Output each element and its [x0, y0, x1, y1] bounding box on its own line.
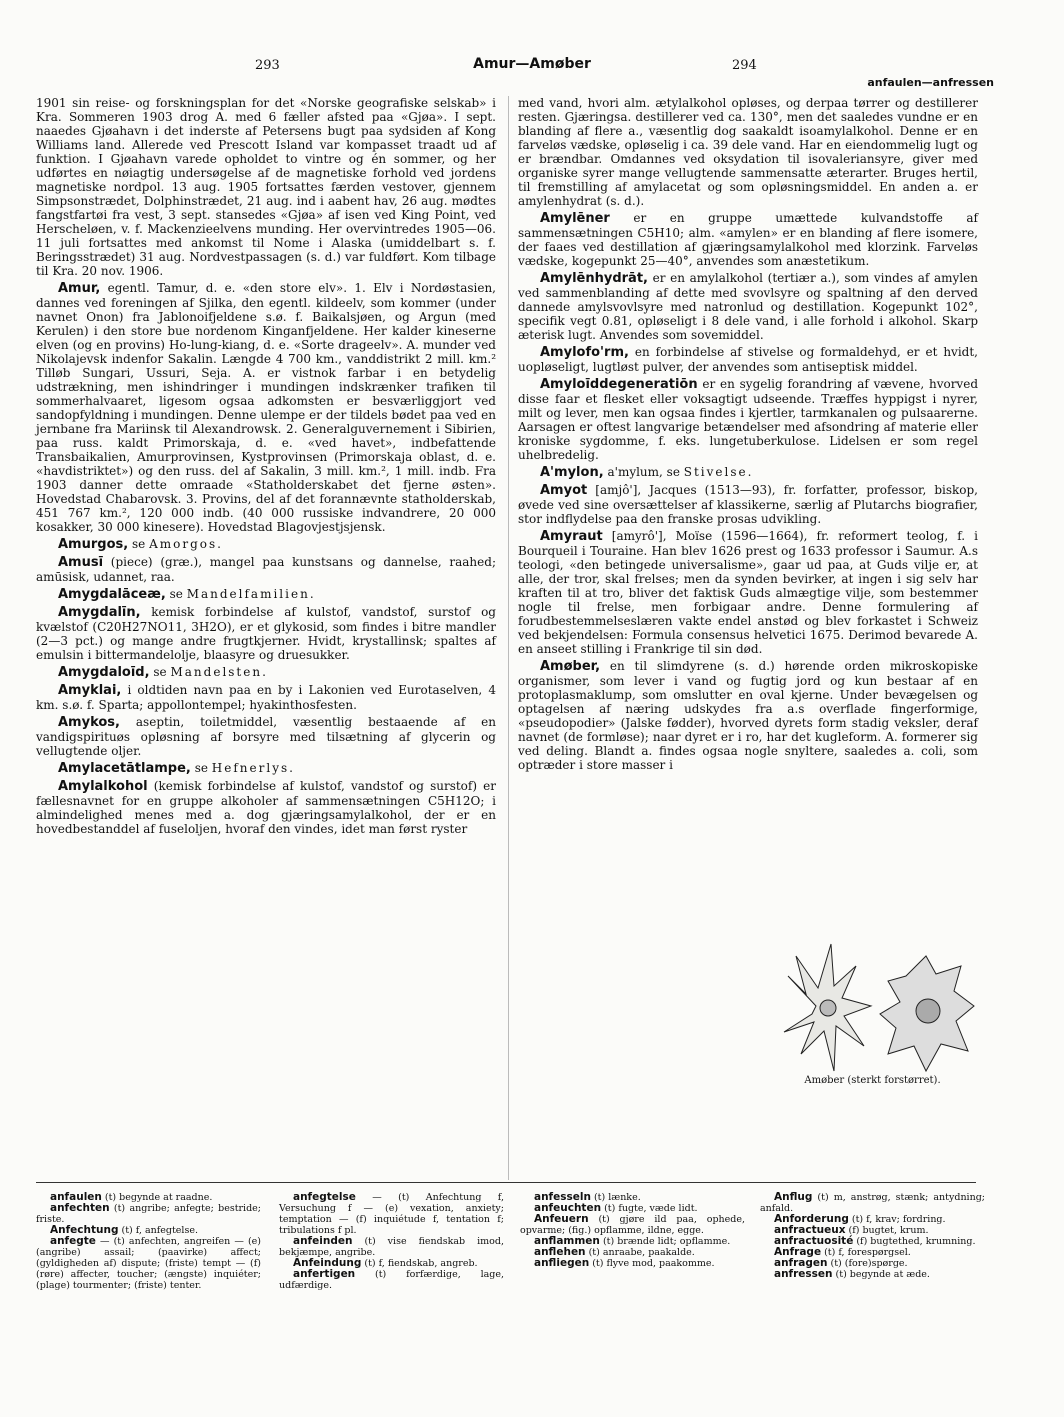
entry: [36, 555, 496, 584]
glossary-headword: anfertigen: [293, 1268, 356, 1280]
glossary-definition: (t) f, anfegtelse.: [118, 1225, 198, 1236]
entry-headword: Amygdaloīd,: [58, 665, 150, 680]
glossary-definition: (t) forfærdige, lage, udfærdige.: [279, 1269, 504, 1291]
glossary-headword: anfechten: [50, 1202, 110, 1214]
entry: [36, 605, 496, 662]
glossary-entry: [36, 1236, 261, 1291]
glossary-definition: (t) m, anstrøg, stænk; antydning; anfald.: [760, 1192, 985, 1214]
entry-headword: A'mylon,: [540, 465, 604, 480]
entry-text: (piece) (græ.), mangel paa kunstsans og dannelse, raahed; amūsisk, udannet, raa.: [36, 555, 496, 584]
entry-text: er en sygelig forandring af vævene, hvorved disse faar et flesket eller voksagtigt udseende. Træffes hyppigst i nyrer, milt og lever, men kan ogsaa findes i kjertler, tarmkanalen og pulsaarerne. Aarsagen er oftest langvarige betændelser med afsondring af materie eller kroniske sygdomme, f. eks. lungetuberkulose. Lidelsen er som regel uhelbredelig.: [518, 377, 978, 462]
entry: [36, 281, 496, 534]
glossary-headword: anfractuosité: [774, 1235, 854, 1247]
entry-headword: Amylēnhydrāt,: [540, 271, 648, 286]
right-column: [518, 96, 978, 775]
entry-text: egentl. Tamur, d. e. «den store elv». 1. Elv i Nordøstasien, dannes ved foreningen af Sjilka, den egentl. kildeelv, som kommer (under navnet Onon) fra Jablonoifjeldene s.ø. f. Baikalsjøen, og Argun (med Kerulen) i den store bue nordenom Kinganfjeldene. Her kalder kineserne elven (og en provins) Ho-lung-kiang, d. e. «Sorte drageelv». A. munder ved Nikolajevsk indenfor Sakalin. Længde 4 700 km., vanddistrikt 2 mill. km.² Tilløb Sungari, Ussuri, Seja. A. er vistnok farbar i en betydelig udstrækning, men ishindringer i mundingen indskrænker trafiken til sommerhalvaaret, ligesom ogsaa adkomsten er besværliggjort ved sandopfyldning i mundingen. Denne ulempe er der tildels bødet paa ved en jernbane fra Mariinsk til Alexandrowsk. 2. Generalguvernement i Sibirien, paa russ. kaldt Primorskaja, d. e. «ved havet», indbefattende Transbaikalien, Amurprovinsen, Kystprovinsen (Primorskaja oblast, d. e. «havdistriktet») og den russ. del af Sakalin, 3 mill. km.², 1 mill. indb. Fra 1903 danner dette omraade «Statholderskabet det fjerne østen». Hovedstad Chabarovsk. 3. Provins, del af det forannævnte statholderskab, 451 767 km.², 120 000 indb. (40 000 russiske indvandrere, 20 000 kosakker, 30 000 kinesere). Hovedstad Blagovjestjsjensk.: [36, 281, 496, 534]
entry-headword: Amykos,: [58, 715, 120, 730]
entry-headword: Amygdalīn,: [58, 605, 141, 620]
amoeba-right: [880, 956, 974, 1071]
entry-headword: Amur,: [58, 281, 101, 296]
figure-caption: Amøber (sterkt forstørret).: [804, 1075, 941, 1086]
entry-text: 1901 sin reise- og forskningsplan for det «Norske geografiske selskab» i Kra. Sommeren 1903 drog A. med 6 fæller afsted paa «Gjøa». I sept. naaedes Gjøahavn i det inderste af Petersens bugt paa sydsiden af Kong Williams land. Allerede ved Prescott Island var kompasset traadt ud af funktion. I Gjøahavn varede opholdet to vintre og én sommer, og her udførtes en nøiagtig undersøgelse af de magnetiske forhold ved jordens magnetiske nordpol. 13 aug. 1905 fortsattes færden vestover, gjennem Simpsonstrædet, Dolphinstrædet, 21 aug. ind i aabent hav, 26 aug. mødtes fangstfartøi fra vest, 3 sept. stansedes «Gjøa» af isen ved King Point, ved Herscheløen, v. f. Mackenzieelvens munding. Her overvintredes 1905—06. 11 juli fortsattes med ankomst til Nome i Alaska (umiddelbart s. f. Beringsstrædet) 31 aug. Nordvestpassagen (s. d.) var fuldført. Kom tilbage til Kra. 20 nov. 1906.: [36, 96, 496, 278]
glossary-definition: (t) flyve mod, paakomme.: [589, 1258, 715, 1269]
glossary-column-4: [760, 1192, 985, 1280]
entry-text: er en amylalkohol (tertiær a.), som vindes af amylen ved sammenblanding af dette med svovlsyre og spaltning af den derved dannede amylsvovlsyre med natronlud og destillation. Kogepunkt 102°, specifik vegt 0.81, opløseligt i 8 dele vand, i alle forhold i alkohol. Skarp æterisk lugt. Anvendes som sovemiddel.: [518, 271, 978, 342]
glossary-headword: Anfeuern: [534, 1213, 589, 1225]
entry: [518, 271, 978, 342]
glossary-headword: Anflug: [774, 1191, 813, 1203]
glossary-definition: (t) begynde at raadne.: [101, 1192, 213, 1203]
entry-headword: Amylalkohol: [58, 779, 148, 794]
glossary-headword: anfegte: [50, 1235, 96, 1247]
entry-text: en til slimdyrene (s. d.) hørende orden mikroskopiske organismer, som lever i vand og fugtig jord og kun bestaar af en protoplasmaklump, som omslutter en oval kjerne. Under bevægelsen og optagelsen af næring udskydes fra a.s overflade fingerformige, «pseudopodier» (Jalske fødder), hvorved dyrets form stadig veksler, deraf navnet (de formløse); naar dyret er i ro, har det kugleform. A. formerer sig ved deling. Blandt a. findes ogsaa nogle snyltere, saaledes a. coli, som optræder i store masser i: [518, 659, 978, 772]
entry: [518, 465, 978, 480]
glossary-definition: (t) fugte, væde lidt.: [601, 1203, 698, 1214]
entry: [36, 715, 496, 758]
glossary-headword: anfeuchten: [534, 1202, 602, 1214]
glossary-definition: — (t) Anfechtung f, Versuchung f — (e) vexation, anxiety; temptation — (f) inquiétude f, tentation f; tribulations f pl.: [279, 1192, 504, 1236]
glossary-definition: (t) vise fiendskab imod, bekjæmpe, angribe.: [279, 1236, 504, 1258]
glossary-headword: anfesseln: [534, 1191, 591, 1203]
glossary-definition: (t) brænde lidt; opflamme.: [599, 1236, 731, 1247]
amoeba-left: [784, 944, 871, 1071]
glossary-headword: anfaulen: [50, 1191, 102, 1203]
entry-text: [amyrô'], Moïse (1596—1664), fr. reformert teolog, f. i Bourqueil i Touraine. Han blev 1626 prest og 1633 professor i Saumur. A.s teologi, «den betingede universalisme», gaar ud paa, at Guds vilje er, at alle, der tror, skal frelses; men da synden bevirker, at ingen i sig selv har kraften til at tro, bliver det faktisk Guds almægtige vilje, som bestemmer nogle til frelse, men forbigaar andre. Denne formulering af forudbestemmelseslæren vakte endel anstød og blev forkastet i Schweiz ved bekjendelsen: Formula consensus helvetici 1675. Derimod bevarede A. en anseet stilling i Frankrige til sin død.: [518, 529, 978, 656]
glossary-definition: (t) f, krav; fordring.: [848, 1214, 946, 1225]
glossary-headword: Anforderung: [774, 1213, 849, 1225]
entry-headword: Amyklai,: [58, 683, 122, 698]
glossary-headword: anfressen: [774, 1268, 833, 1280]
entry-text: kemisk forbindelse af kulstof, vandstof, surstof og kvælstof (C20H27NO11, 3H2O), er et glykosid, som findes i bitre mandler (2—3 pct.) og mange andre frugtkjerner. Hvidt, krystallinsk; spaltes af emulsin i bittermandelolje, blaasyre og druesukker.: [36, 605, 496, 662]
entry: [36, 665, 496, 680]
entry-text: (kemisk forbindelse af kulstof, vandstof og surstof) er fællesnavnet for en gruppe alkoholer af sammensætningen C5H12O; i almindelighed menes med a. dog gjæringsamylalkohol, der er en hovedbestanddel af fuseloljen, hvoraf den vindes, idet man først ryster: [36, 779, 496, 836]
left-column: [36, 96, 496, 839]
entry-text: se: [169, 587, 183, 601]
glossary-entry: [36, 1203, 261, 1225]
page-number-left: 293: [255, 58, 280, 73]
entry: [518, 529, 978, 656]
entry-headword: Amyraut: [540, 529, 603, 544]
glossary-definition: (t) anraabe, paakalde.: [585, 1247, 695, 1258]
entry-text: se: [132, 537, 146, 551]
glossary-entry: [279, 1192, 504, 1236]
glossary-definition: (t) f, forespørgsel.: [821, 1247, 911, 1258]
entry-text: se: [153, 665, 167, 679]
entry-crossref: Stivelse.: [683, 465, 754, 479]
glossary-entry: [520, 1214, 745, 1236]
entry: [36, 683, 496, 712]
glossary-entry: [760, 1269, 985, 1280]
glossary-definition: (f) bugtethed, krumning.: [853, 1236, 976, 1247]
entry-crossref: Hefnerlys.: [211, 761, 295, 775]
amoeba-illustration: [776, 936, 976, 1086]
entry: [518, 377, 978, 462]
entry: [36, 761, 496, 776]
page-number-right: 294: [732, 58, 757, 73]
glossary-definition: (f) bugtet, krum.: [845, 1225, 929, 1236]
entry-headword: Amusī: [58, 555, 104, 570]
glossary-headword: Anfechtung: [50, 1224, 119, 1236]
entry-text: i oldtiden navn paa en by i Lakonien ved Eurotaselven, 4 km. s.ø. f. Sparta; appollontempel; hyakinthosfesten.: [36, 683, 496, 712]
running-head-glossary: anfaulen—anfressen: [867, 76, 994, 89]
page-title: Amur—Amøber: [473, 56, 591, 72]
glossary-column-3: [520, 1192, 745, 1269]
entry: [518, 96, 978, 208]
glossary-headword: anflammen: [534, 1235, 600, 1247]
entry: [518, 345, 978, 374]
glossary-headword: anfliegen: [534, 1257, 590, 1269]
entry: [518, 211, 978, 268]
glossary-definition: (t) f, fiendskab, angreb.: [361, 1258, 478, 1269]
glossary-headword: Anfrage: [774, 1246, 822, 1258]
entry-text: med vand, hvori alm. ætylalkohol opløses, og derpaa tørrer og destillerer resten. Gjæringsa. destillerer ved ca. 130°, men det saaledes vundne er en blanding af flere a., væsentlig dog saakaldt isoamylalkohol. Denne er en farveløs vædske, opløselig i ca. 39 dele vand. Har en eiendommelig lugt og er brændbar. Omdannes ved oksydation til isovaleriansyre, giver med organiske syrer mange vellugtende sammensatte æterarter. Bruges hertil, til fremstilling af amylacetat og som opløsningsmiddel. En anden a. er amylenhydrat (s. d.).: [518, 96, 978, 208]
glossary-definition: (t) lænke.: [590, 1192, 641, 1203]
glossary-headword: anfractueux: [774, 1224, 846, 1236]
glossary-definition: (t) (fore)spørge.: [827, 1258, 908, 1269]
glossary-entry: [279, 1269, 504, 1291]
entry: [518, 659, 978, 772]
glossary-column-1: [36, 1192, 261, 1291]
glossary-entry: [279, 1236, 504, 1258]
column-divider: [508, 96, 509, 1180]
entry-crossref: Amorgos.: [149, 537, 223, 551]
entry: [36, 779, 496, 836]
entry: [36, 96, 496, 278]
entry-headword: Amylēner: [540, 211, 610, 226]
entry-crossref: Mandelfamilien.: [186, 587, 316, 601]
glossary-headword: anflehen: [534, 1246, 586, 1258]
entry-crossref: Mandelsten.: [170, 665, 268, 679]
glossary-definition: (t) gjøre ild paa, ophede, opvarme; (fig.) opflamme, ildne, egge.: [520, 1214, 745, 1236]
glossary-definition: — (t) anfechten, angreifen — (e) (angribe) assail; (paavirke) affect; (gyldigheden af) dispute; (friste) tempt — (f) (rørе) affecter, toucher; (ængste) inquiéter; (plage) tourmenter; (friste) tenter.: [36, 1236, 261, 1291]
glossary-headword: anfeinden: [293, 1235, 353, 1247]
glossary-headword: anfragen: [774, 1257, 828, 1269]
glossary-definition: (t) angribe; anfegte; bestride; friste.: [36, 1203, 261, 1225]
entry: [36, 587, 496, 602]
entry-text: [amjô'], Jacques (1513—93), fr. forfatter, professor, biskop, øvede ved sine oversættelser af klassikerne, særlig af Plutarchs biografier, stor indflydelse paa den franske prosas udvikling.: [518, 483, 978, 526]
glossary-headword: anfegtelse: [293, 1191, 356, 1203]
entry-headword: Amøber,: [540, 659, 601, 674]
glossary-divider: [36, 1182, 976, 1183]
entry-headword: Amyot: [540, 483, 588, 498]
entry-text: aseptin, toiletmiddel, væsentlig bestaaende af en vandigspirituøs opløsning af borsyre med tilsætning af glycerin og vellugtende oljer.: [36, 715, 496, 758]
glossary-entry: [520, 1258, 745, 1269]
entry: [36, 537, 496, 552]
entry-headword: Amygdalācеæ,: [58, 587, 166, 602]
entry-headword: Amylacetātlampe,: [58, 761, 191, 776]
entry-text: er en gruppe umættede kulvandstoffe af sammensætningen C5H10; alm. «amylen» er en blanding af flere isomere, der faaes ved destillation af gjæringsamylalkohol med klorzink. Farveløs vædske, kogepunkt 25—40°, anvendes som anæstetikum.: [518, 211, 978, 268]
glossary-definition: (t) begynde at æde.: [832, 1269, 930, 1280]
entry-text: se: [194, 761, 208, 775]
glossary-entry: [760, 1192, 985, 1214]
entry-headword: Amurgos,: [58, 537, 129, 552]
entry-text: en forbindelse af stivelse og formaldehyd, er et hvidt, uopløseligt, lugtløst pulver, der anvendes som antiseptisk middel.: [518, 345, 978, 374]
entry-text: a'mylum, se: [607, 465, 680, 479]
entry: [518, 483, 978, 526]
glossary-headword: Anfeindung: [293, 1257, 362, 1269]
glossary-column-2: [279, 1192, 504, 1291]
entry-headword: Amyloīddegeneratiōn: [540, 377, 698, 392]
entry-headword: Amylofo'rm,: [540, 345, 629, 360]
